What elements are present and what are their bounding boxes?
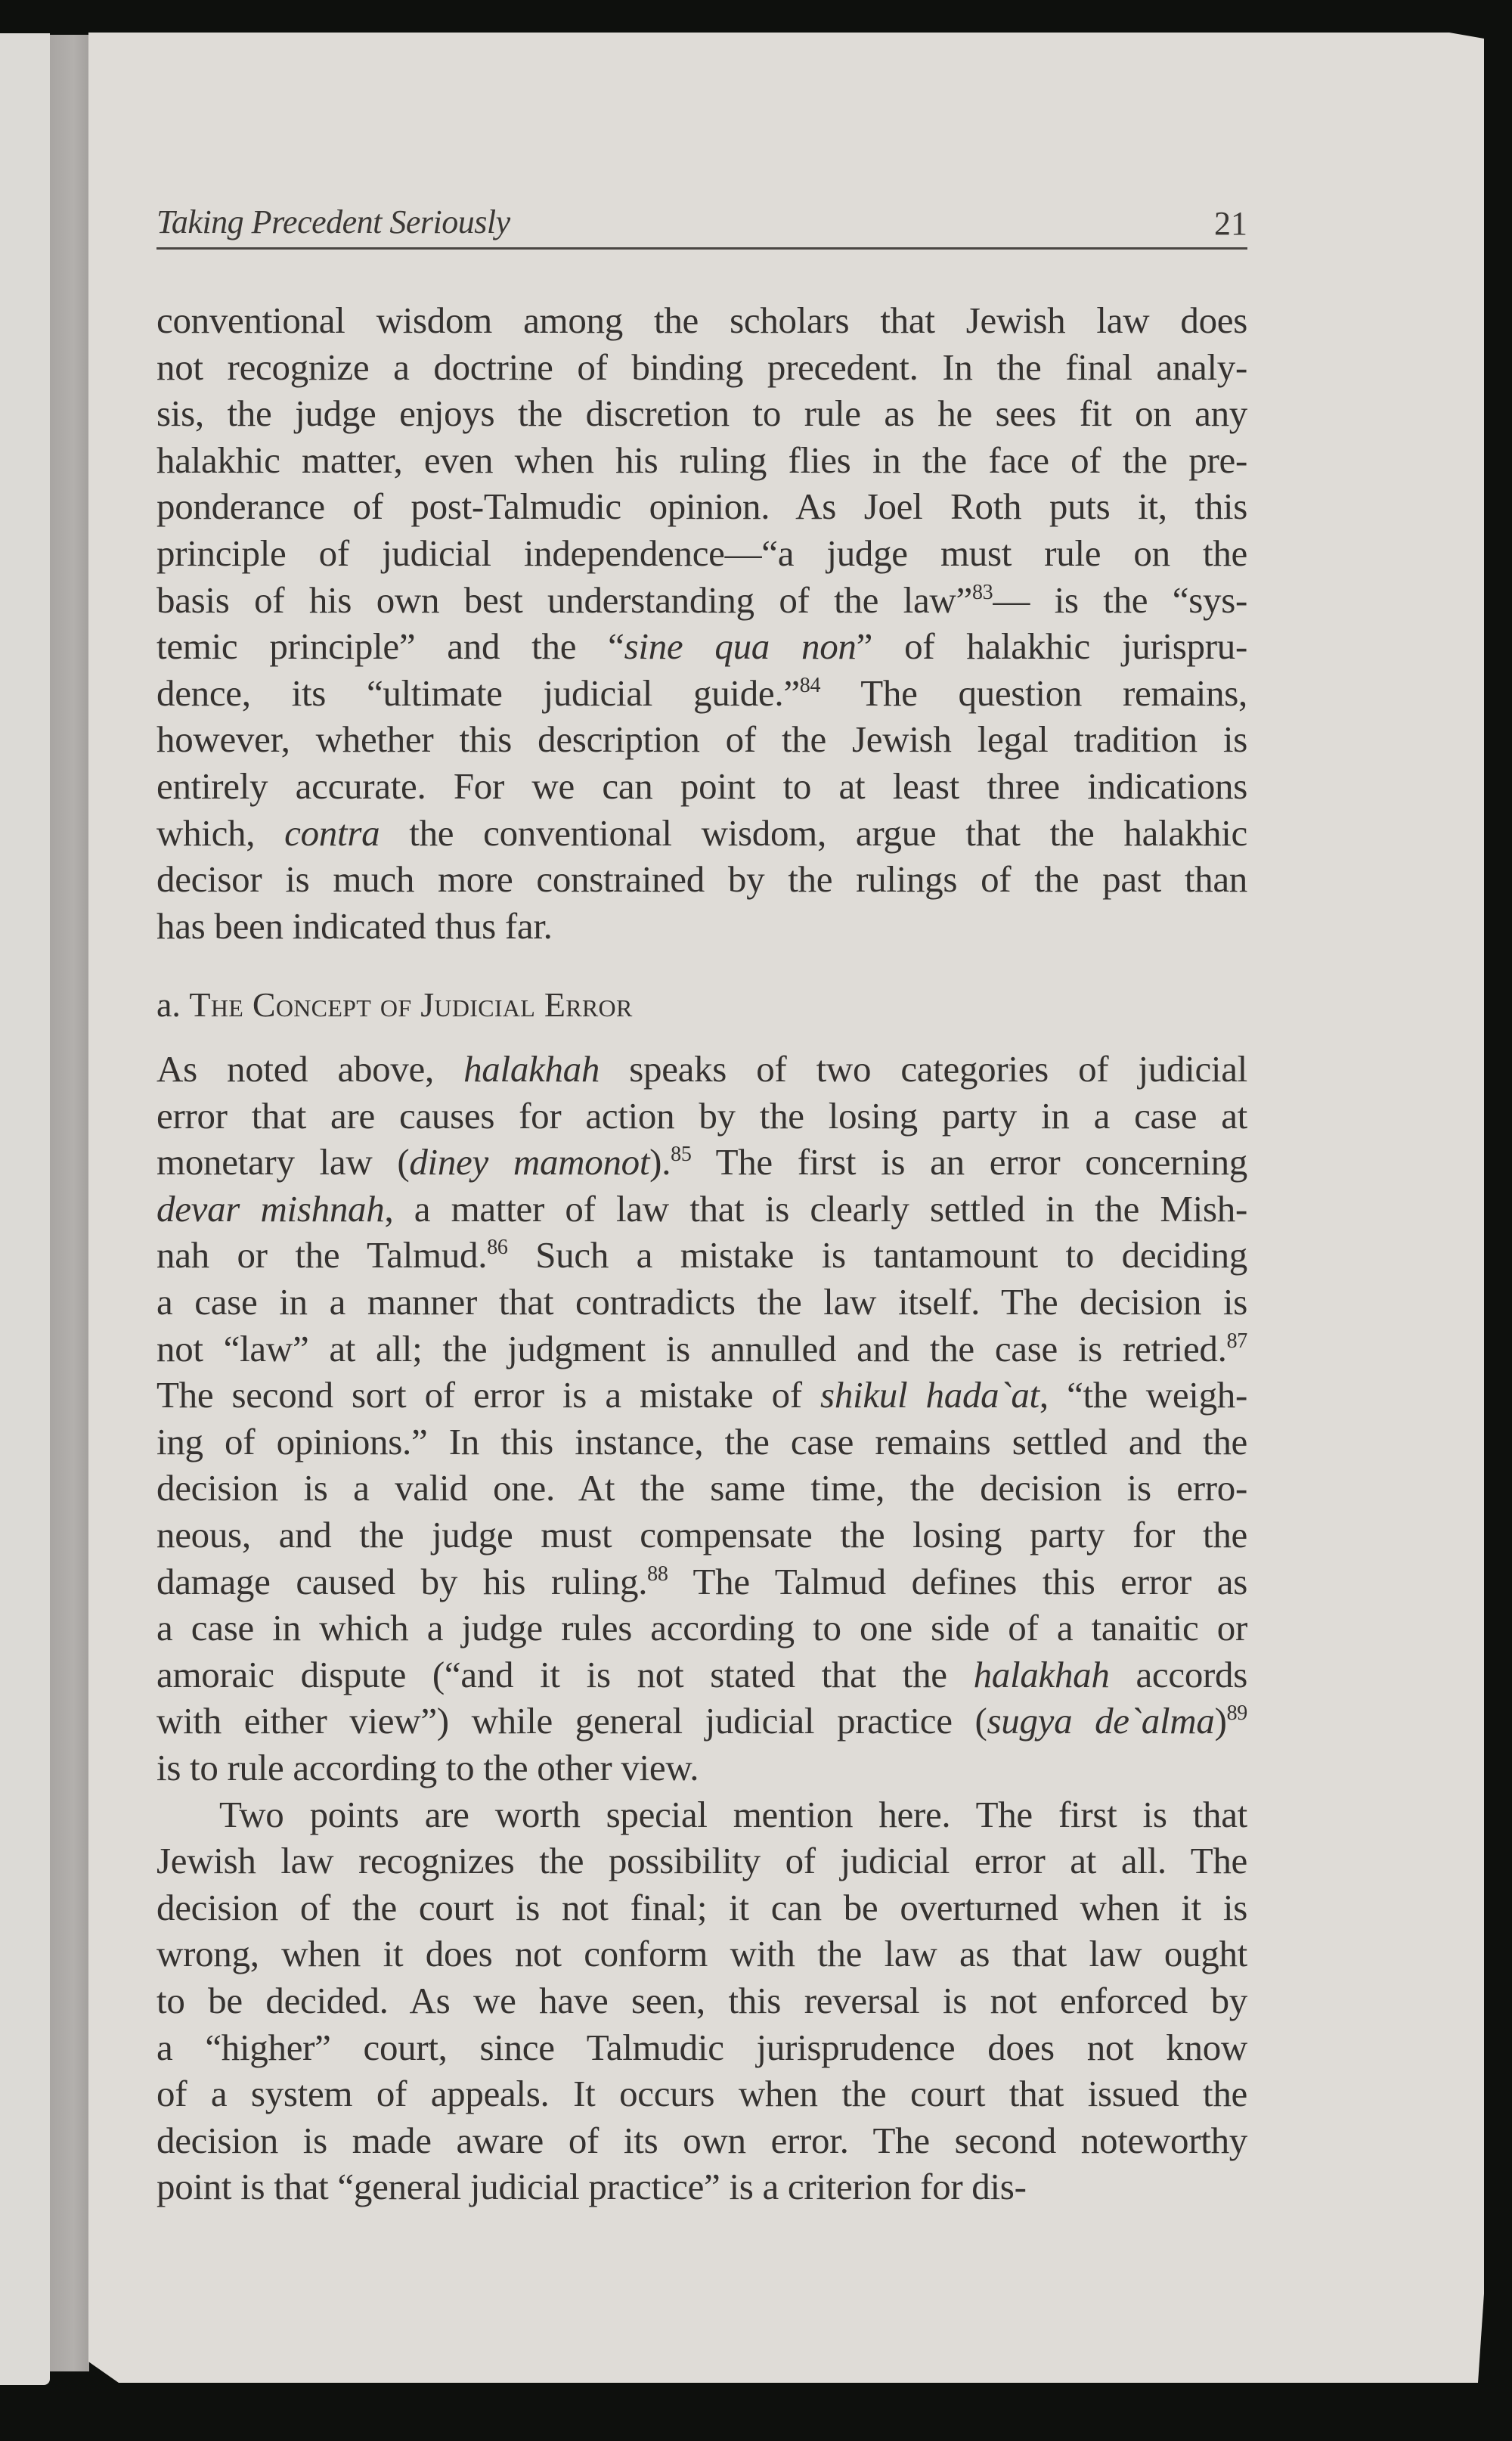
text-run: temic principle” and the “ <box>156 625 624 667</box>
text-line <box>156 1093 1247 1139</box>
gutter-shadow <box>50 35 89 2371</box>
text-line <box>156 763 1247 809</box>
text-run: sis, the judge enjoys the discretion to rule as he sees fit on any <box>156 392 1247 434</box>
text-run: ) <box>1214 1700 1227 1742</box>
text-run: decision is a valid one. At the same time, the decision is erro- <box>156 1467 1247 1509</box>
section-heading-title: The Concept of Judicial Error <box>189 985 633 1024</box>
italic-term: sugya de`alma <box>987 1700 1215 1742</box>
footnote-ref: 85 <box>671 1143 692 1166</box>
footnote-ref: 89 <box>1226 1701 1248 1725</box>
text-run: wrong, when it does not conform with the law as that law ought <box>156 1933 1247 1974</box>
text-run: , “the weigh- <box>1039 1374 1247 1416</box>
running-head <box>156 203 1247 248</box>
text-run: neous, and the judge must compensate the losing party for the <box>156 1514 1247 1555</box>
text-line <box>156 1232 1247 1278</box>
text-run: ” of halakhic jurispru- <box>856 625 1247 667</box>
text-run: ing of opinions.” In this instance, the case remains settled and the <box>156 1421 1247 1462</box>
italic-term: contra <box>284 812 380 854</box>
text-run: to be decided. As we have seen, this reversal is not enforced by <box>156 1980 1247 2021</box>
text-run: — is the “sys- <box>993 579 1247 621</box>
text-run: error that are causes for action by the losing party in a case at <box>156 1095 1247 1137</box>
footnote-ref: 87 <box>1226 1329 1247 1353</box>
text-run: ). <box>649 1141 671 1183</box>
text-run: is to rule according to the other view. <box>156 1747 699 1788</box>
italic-term: sine qua non <box>624 625 857 667</box>
text-line <box>156 1745 1247 1791</box>
text-run: The second sort of error is a mistake of <box>156 1374 821 1416</box>
text-run: a case in which a judge rules according to one side of a tanaitic or <box>156 1607 1247 1649</box>
text-line <box>156 1605 1247 1651</box>
text-line <box>156 1977 1247 2024</box>
running-head-title: Taking Precedent Seriously <box>156 203 510 240</box>
text-run: decision of the court is not final; it can be overturned when it is <box>156 1887 1247 1928</box>
text-run: accords <box>1109 1654 1247 1695</box>
text-run: which, <box>156 812 285 854</box>
text-line <box>156 2163 1247 2210</box>
text-line <box>156 390 1247 436</box>
text-line <box>156 483 1247 529</box>
footnote-ref: 83 <box>971 581 993 604</box>
text-line <box>156 716 1247 762</box>
text-line <box>156 1465 1247 1511</box>
text-run: decision is made aware of its own error. The second noteworthy <box>156 2120 1247 2161</box>
italic-term: halakhah <box>463 1048 600 1090</box>
text-line <box>219 1791 1247 1838</box>
text-run: Two points are worth special mention here. The first is that <box>219 1794 1247 1835</box>
text-run: Jewish law recognizes the possibility of judicial error at all. The <box>156 1840 1247 1881</box>
text-line <box>156 1838 1247 1884</box>
text-line <box>156 903 1247 949</box>
text-line <box>156 1512 1247 1558</box>
text-run: entirely accurate. For we can point to at least three indications <box>156 765 1247 807</box>
text-run: As noted above, <box>156 1048 464 1090</box>
text-run: point is that “general judicial practice” is a criterion for dis- <box>156 2166 1027 2207</box>
text-run: of a system of appeals. It occurs when the court that issued the <box>156 2073 1247 2114</box>
footnote-ref: 86 <box>487 1236 508 1259</box>
text-run: monetary law ( <box>156 1141 410 1183</box>
section-heading <box>156 982 633 1028</box>
text-run: the conventional wisdom, argue that the halakhic <box>380 812 1247 854</box>
text-line <box>156 437 1247 483</box>
footnote-ref: 84 <box>799 674 821 697</box>
text-line <box>156 1419 1247 1465</box>
text-line <box>156 1279 1247 1325</box>
text-run: conventional wisdom among the scholars that Jewish law does <box>156 299 1247 341</box>
text-run: The question remains, <box>820 672 1247 714</box>
text-line <box>156 1186 1247 1232</box>
text-run: halakhic matter, even when his ruling flies in the face of the pre- <box>156 439 1247 481</box>
text-line <box>156 2024 1247 2070</box>
text-run: not “law” at all; the judgment is annulled and the case is retried. <box>156 1328 1227 1369</box>
text-run: nah or the Talmud. <box>156 1234 488 1276</box>
text-line <box>156 1139 1247 1185</box>
text-run: damage caused by his ruling. <box>156 1561 648 1602</box>
facing-page-edge <box>0 33 50 2385</box>
text-run: ponderance of post-Talmudic opinion. As Joel Roth puts it, this <box>156 485 1247 527</box>
section-heading-marker: a. <box>156 985 181 1024</box>
text-run: a case in a manner that contradicts the law itself. The decision is <box>156 1281 1247 1323</box>
text-line <box>156 856 1247 902</box>
text-run: amoraic dispute (“and it is not stated that the <box>156 1654 974 1695</box>
text-run: The first is an error concerning <box>691 1141 1247 1183</box>
italic-term: halakhah <box>973 1654 1110 1695</box>
text-run: a “higher” court, since Talmudic jurisprudence does not know <box>156 2027 1247 2068</box>
text-line <box>156 1372 1247 1418</box>
text-line <box>156 1046 1247 1092</box>
text-line <box>156 297 1247 343</box>
text-line <box>156 577 1247 623</box>
text-run: The Talmud defines this error as <box>668 1561 1247 1602</box>
text-run: not recognize a doctrine of binding precedent. In the final analy- <box>156 346 1247 388</box>
text-line <box>156 623 1247 669</box>
text-run: basis of his own best understanding of the law” <box>156 579 972 621</box>
text-line <box>156 530 1247 576</box>
italic-term: devar mishnah <box>156 1188 385 1230</box>
text-run: has been indicated thus far. <box>156 905 553 947</box>
page-number: 21 <box>1214 205 1247 242</box>
italic-term: diney mamonot <box>409 1141 650 1183</box>
italic-term: shikul hada`at <box>820 1374 1040 1416</box>
text-line <box>156 1884 1247 1931</box>
text-line <box>156 810 1247 856</box>
text-run: speaks of two categories of judicial <box>600 1048 1247 1090</box>
text-line <box>156 1931 1247 1977</box>
text-run: however, whether this description of the Jewish legal tradition is <box>156 718 1247 760</box>
text-run: principle of judicial independence—“a judge must rule on the <box>156 532 1247 574</box>
text-run: dence, its “ultimate judicial guide.” <box>156 672 800 714</box>
text-line <box>156 1559 1247 1605</box>
text-run: decisor is much more constrained by the rulings of the past than <box>156 858 1247 900</box>
text-line <box>156 2070 1247 2117</box>
text-run: , a matter of law that is clearly settled in the Mish- <box>384 1188 1247 1230</box>
text-run: with either view”) while general judicial practice ( <box>156 1700 987 1742</box>
text-line <box>156 670 1247 716</box>
text-line <box>156 1652 1247 1698</box>
footnote-ref: 88 <box>647 1562 668 1586</box>
header-rule <box>156 247 1247 250</box>
text-run: Such a mistake is tantamount to deciding <box>507 1234 1247 1276</box>
text-line <box>156 2117 1247 2163</box>
text-line <box>156 344 1247 390</box>
text-line <box>156 1698 1247 1744</box>
text-line <box>156 1326 1247 1372</box>
